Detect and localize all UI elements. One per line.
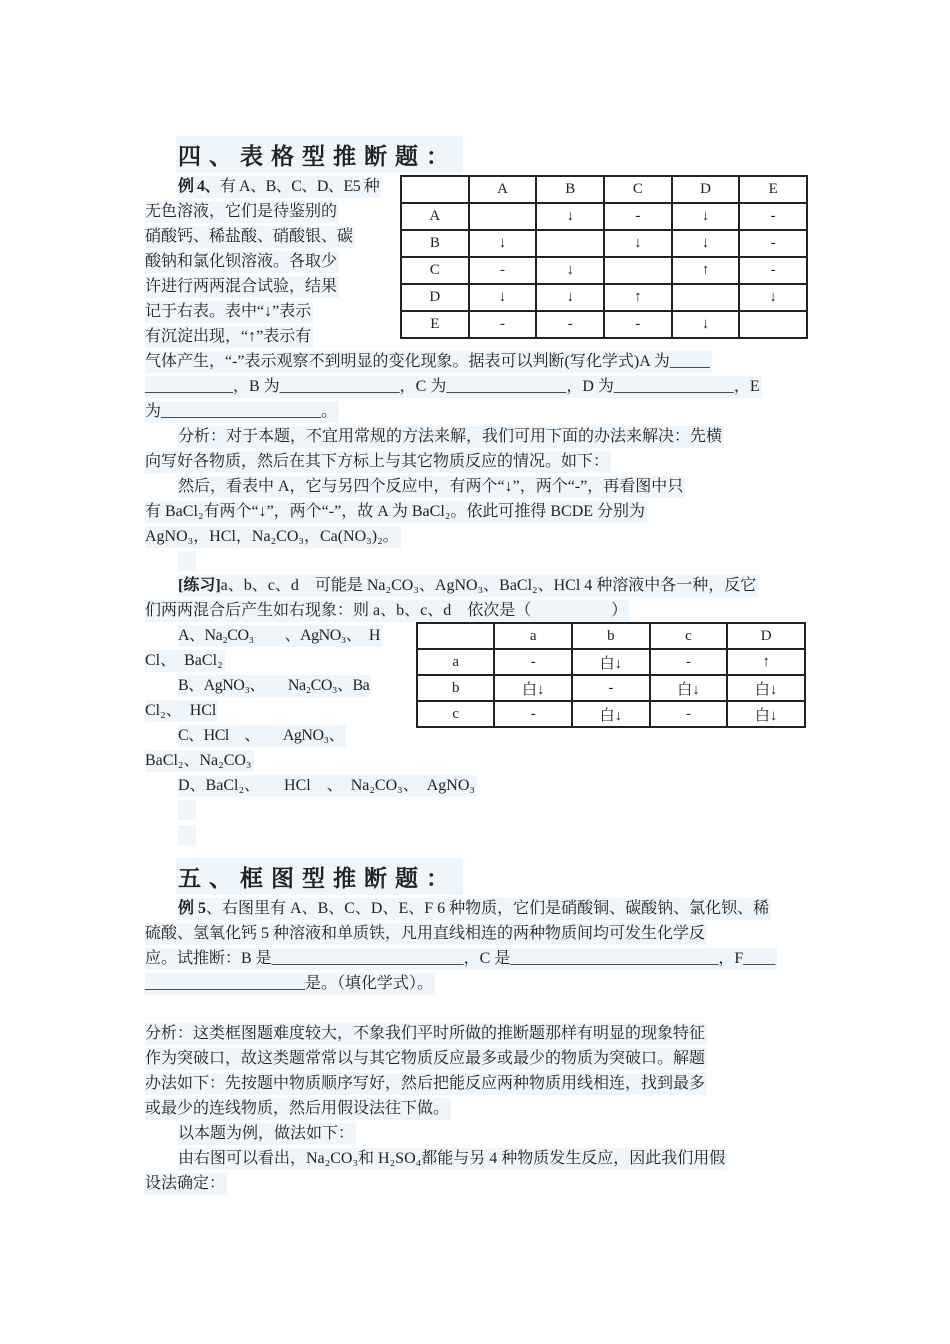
table-row: [401, 284, 807, 311]
analysis-line: 然后，看表中 A，它与另四个反应中，有两个“↓”，两个“-”，再看图中只: [178, 476, 685, 498]
example-5-line: 应。试推断：B 是________________________，C 是__________________________，F____: [145, 948, 777, 970]
example-4-line: 记于右表。表中“↓”表示: [145, 301, 313, 323]
table-cell: ↓: [536, 257, 604, 284]
example-4-line: 酸钠和氯化钡溶液。各取少: [145, 251, 339, 273]
table-cell: 白↓: [572, 649, 650, 675]
table-cell: [469, 203, 537, 230]
option-line: Cl、 BaCl₂: [145, 650, 225, 672]
section-4-heading: 四、表格型推断题：: [176, 136, 463, 173]
empty-line: [178, 800, 196, 820]
table-row: [401, 311, 807, 338]
table-cell: ↓: [469, 284, 537, 311]
table-cell: ↑: [672, 257, 740, 284]
table-header-cell: D: [727, 623, 805, 649]
table-cell: -: [739, 203, 807, 230]
table-header-cell: a: [494, 623, 572, 649]
example-4-label: 例 4、: [178, 178, 221, 195]
table-cell: ↓: [672, 203, 740, 230]
table-cell: A: [401, 203, 469, 230]
table-header-cell: [401, 176, 469, 203]
table-cell: ↓: [672, 230, 740, 257]
example-5-line: 硫酸、氢氧化钙 5 种溶液和单质铁，凡用直线相连的两种物质间均可发生化学反: [145, 923, 707, 945]
example-4-line: 硝酸钙、稀盐酸、硝酸银、碳: [145, 226, 355, 248]
empty-line: [178, 825, 196, 845]
analysis-line: 以本题为例，做法如下：: [178, 1123, 356, 1145]
table-cell: [604, 257, 672, 284]
analysis-line: 或最少的连线物质，然后用假设法往下做。: [145, 1098, 451, 1120]
table-cell: ↓: [536, 284, 604, 311]
table-row: [417, 649, 805, 675]
table-cell: -: [604, 203, 672, 230]
example-4-line: 无色溶液，它们是待鉴别的: [145, 201, 339, 223]
table-cell: b: [417, 675, 494, 701]
table-cell: [672, 284, 740, 311]
table-cell: -: [650, 649, 728, 675]
table-row: [401, 230, 807, 257]
table-cell: -: [494, 701, 572, 727]
example-5-line: [178, 898, 771, 920]
table-cell: c: [417, 701, 494, 727]
table-cell: B: [401, 230, 469, 257]
table-cell: -: [739, 257, 807, 284]
text: 有 A、B、C、D、E5 种: [220, 178, 380, 195]
table-cell: [536, 230, 604, 257]
analysis-line: 有 BaCl₂有两个“↓”，两个“-”，故 A 为 BaCl₂。依此可推得 BCDE 分别为: [145, 501, 647, 523]
table-header-row: [401, 176, 807, 203]
example-4-line: [178, 176, 381, 198]
practice-label: [练习]: [178, 577, 221, 594]
table-header-cell: [417, 623, 494, 649]
text: 、右图里有 A、B、C、D、E、F 6 种物质，它们是硝酸铜、碳酸钠、氯化钡、稀: [206, 900, 770, 917]
table-cell: E: [401, 311, 469, 338]
table-cell: -: [739, 230, 807, 257]
table-cell: D: [401, 284, 469, 311]
table-cell: -: [604, 311, 672, 338]
section-5-heading: 五、框图型推断题：: [176, 858, 463, 895]
table-header-cell: D: [672, 176, 740, 203]
table-cell: ↓: [536, 203, 604, 230]
analysis-line: 分析：这类框图题难度较大，不象我们平时所做的推断题那样有明显的现象特征: [145, 1023, 707, 1045]
table-row: [417, 675, 805, 701]
table-cell: ↑: [727, 649, 805, 675]
empty-line: [178, 551, 196, 571]
table-cell: 白↓: [727, 675, 805, 701]
text: a、b、c、d 可能是 Na₂CO₃、AgNO₃、BaCl₂、HCl 4 种溶液中各一种，反它: [220, 577, 757, 594]
table-cell: -: [494, 649, 572, 675]
table-cell: -: [650, 701, 728, 727]
table-header-cell: E: [739, 176, 807, 203]
table-cell: -: [469, 311, 537, 338]
option-line: B、AgNO₃、 Na₂CO₃、Ba: [178, 675, 371, 697]
table-cell: ↓: [604, 230, 672, 257]
option-line: C、HCl 、 AgNO₃、: [178, 725, 346, 747]
option-line: A、Na₂CO₃ 、AgNO₃、 H: [178, 625, 382, 647]
analysis-line: 向写好各物质，然后在其下方标上与其它物质反应的情况。如下：: [145, 451, 611, 473]
table-cell: a: [417, 649, 494, 675]
example-4-line: 气体产生，“-”表示观察不到明显的变化现象。据表可以判断(写化学式)A 为_____: [145, 351, 712, 373]
table-cell: 白↓: [494, 675, 572, 701]
table-cell: 白↓: [727, 701, 805, 727]
table-cell: [739, 311, 807, 338]
example-5-line: ____________________是。（填化学式）。: [145, 973, 435, 995]
option-line: Cl₂、 HCl: [145, 700, 218, 722]
option-line: D、BaCl₂、 HCl 、 Na₂CO₃、 AgNO₃: [178, 775, 477, 797]
table-cell: ↓: [739, 284, 807, 311]
reaction-table-1: [400, 175, 808, 339]
table-cell: 白↓: [572, 701, 650, 727]
example-4-line: 许进行两两混合试验，结果: [145, 276, 339, 298]
analysis-line: AgNO₃，HCl，Na₂CO₃，Ca(NO₃)₂。: [145, 526, 401, 548]
analysis-line: 办法如下：先按题中物质顺序写好，然后把能反应两种物质用线相连，找到最多: [145, 1073, 707, 1095]
table-row: [401, 257, 807, 284]
table-cell: -: [469, 257, 537, 284]
analysis-line: 分析：对于本题，不宜用常规的方法来解，我们可用下面的办法来解决：先横: [178, 426, 724, 448]
example-5-label: 例 5: [178, 900, 207, 917]
example-4-line: ___________，B 为_______________，C 为_______________，D 为_______________，E: [145, 376, 762, 398]
analysis-line: 作为突破口，故这类题常常以与其它物质反应最多或最少的物质为突破口。解题: [145, 1048, 707, 1070]
example-4-line: 为____________________。: [145, 401, 339, 423]
option-line: BaCl₂、Na₂CO₃: [145, 750, 254, 772]
table-row: [401, 203, 807, 230]
reaction-table-2: [416, 622, 806, 728]
table-cell: -: [536, 311, 604, 338]
table-cell: 白↓: [650, 675, 728, 701]
table-header-cell: b: [572, 623, 650, 649]
analysis-line: 由右图可以看出，Na₂CO₃和 H₂SO₄都能与另 4 种物质发生反应，因此我们用假: [178, 1148, 727, 1170]
example-4-line: 有沉淀出现，“↑”表示有: [145, 326, 313, 348]
table-header-cell: B: [536, 176, 604, 203]
table-cell: ↓: [672, 311, 740, 338]
table-cell: C: [401, 257, 469, 284]
table-header-row: [417, 623, 805, 649]
table-header-cell: C: [604, 176, 672, 203]
analysis-line: 设法确定：: [145, 1173, 227, 1195]
practice-line: 们两两混合后产生如右现象：则 a、b、c、d 依次是（ ）: [145, 600, 629, 622]
table-cell: -: [572, 675, 650, 701]
table-header-cell: A: [469, 176, 537, 203]
practice-line: [178, 575, 758, 597]
table-cell: ↑: [604, 284, 672, 311]
table-header-cell: c: [650, 623, 728, 649]
table-row: [417, 701, 805, 727]
table-cell: ↓: [469, 230, 537, 257]
